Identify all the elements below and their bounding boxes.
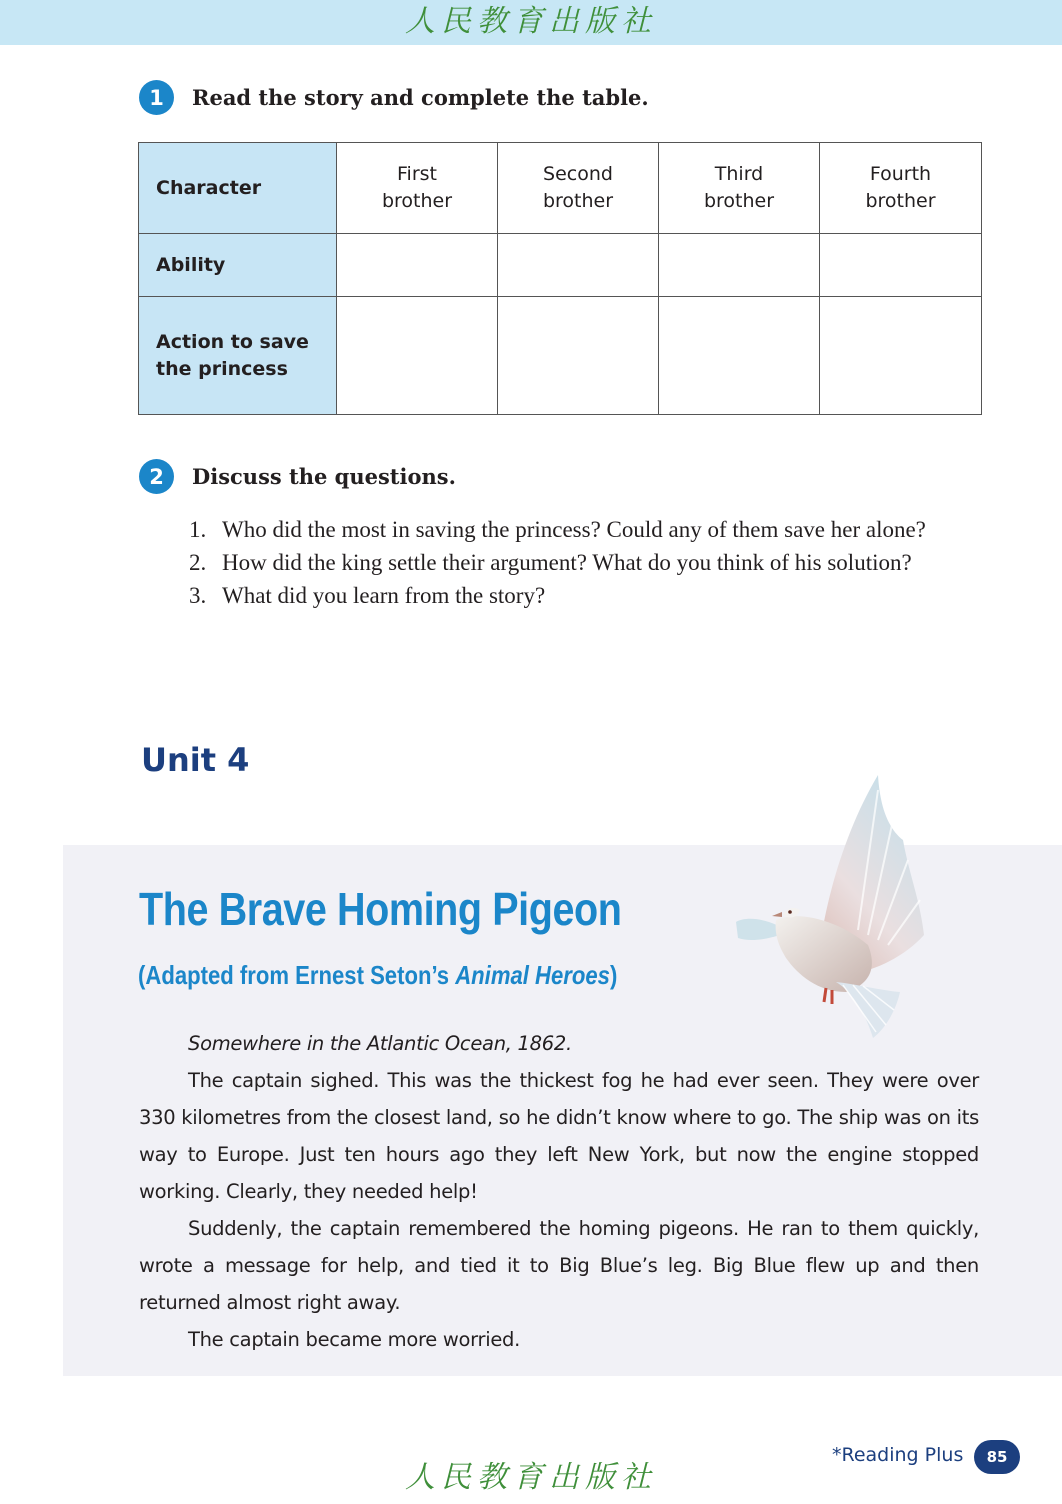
table-cell-blank	[337, 297, 498, 415]
story-setting: Somewhere in the Atlantic Ocean, 1862.	[188, 1032, 572, 1055]
table-cell: Second brother	[498, 143, 659, 234]
table-cell: Fourth brother	[820, 143, 982, 234]
section-1-header	[139, 80, 649, 115]
story-title: The Brave Homing Pigeon	[139, 883, 622, 935]
table-head-ability: Ability	[139, 234, 337, 297]
table-row-ability	[139, 234, 982, 297]
section-label-reading-plus: *Reading Plus	[832, 1444, 964, 1466]
table-cell-blank	[820, 297, 982, 415]
discussion-questions	[189, 513, 979, 612]
page-number-badge: 85	[974, 1440, 1020, 1474]
table-cell: First brother	[337, 143, 498, 234]
story-paragraph: The captain became more worried.	[188, 1328, 520, 1351]
list-item	[189, 546, 979, 579]
table-row-character	[139, 143, 982, 234]
section-1-number-badge: 1	[139, 80, 174, 115]
table-row-action	[139, 297, 982, 415]
section-2-number-badge: 2	[139, 459, 174, 494]
question-number: 2.	[189, 550, 207, 575]
table-head-action: Action to save the princess	[139, 297, 337, 415]
question-text: How did the king settle their argument? What do you think of his solution?	[222, 550, 912, 575]
table-cell-blank	[498, 234, 659, 297]
story-body	[139, 1025, 979, 1358]
list-item	[189, 513, 979, 546]
character-table	[138, 142, 982, 415]
table-cell-blank	[820, 234, 982, 297]
story-paragraph: Suddenly, the captain remembered the homing pigeons. He ran to them quickly, wrote a message for help, and tied it to Big Blue’s leg. Big Blue flew up and then returned almost right away.	[139, 1217, 979, 1314]
table-cell-blank	[659, 234, 820, 297]
section-2-title: Discuss the questions.	[192, 464, 456, 489]
table-cell-blank	[498, 297, 659, 415]
subtitle-suffix: )	[609, 960, 618, 990]
table-cell-blank	[659, 297, 820, 415]
subtitle-book-title: Animal Heroes	[455, 960, 610, 990]
list-item	[189, 579, 979, 612]
unit-title: Unit 4	[141, 741, 250, 779]
pigeon-illustration-icon	[728, 770, 938, 1040]
publisher-logo-top: 人民教育出版社	[405, 4, 657, 39]
table-cell: Third brother	[659, 143, 820, 234]
table-head-character: Character	[139, 143, 337, 234]
subtitle-prefix: (Adapted from Ernest Seton’s	[138, 960, 456, 990]
question-number: 3.	[189, 583, 207, 608]
story-subtitle	[138, 960, 617, 991]
publisher-logo-bottom: 人民教育出版社	[405, 1460, 657, 1495]
table-cell-blank	[337, 234, 498, 297]
section-1-title: Read the story and complete the table.	[192, 85, 649, 110]
story-paragraph: The captain sighed. This was the thickest fog he had ever seen. They were over 330 kilometres from the closest land, so he didn’t know where to go. The ship was on its way to Europe. Just ten hours ago they left New York, but now the engine stopped working. Clearly, they needed help!	[139, 1069, 979, 1203]
question-text: What did you learn from the story?	[222, 583, 546, 608]
section-2-header	[139, 459, 456, 494]
question-number: 1.	[189, 517, 207, 542]
question-text: Who did the most in saving the princess? Could any of them save her alone?	[222, 517, 926, 542]
